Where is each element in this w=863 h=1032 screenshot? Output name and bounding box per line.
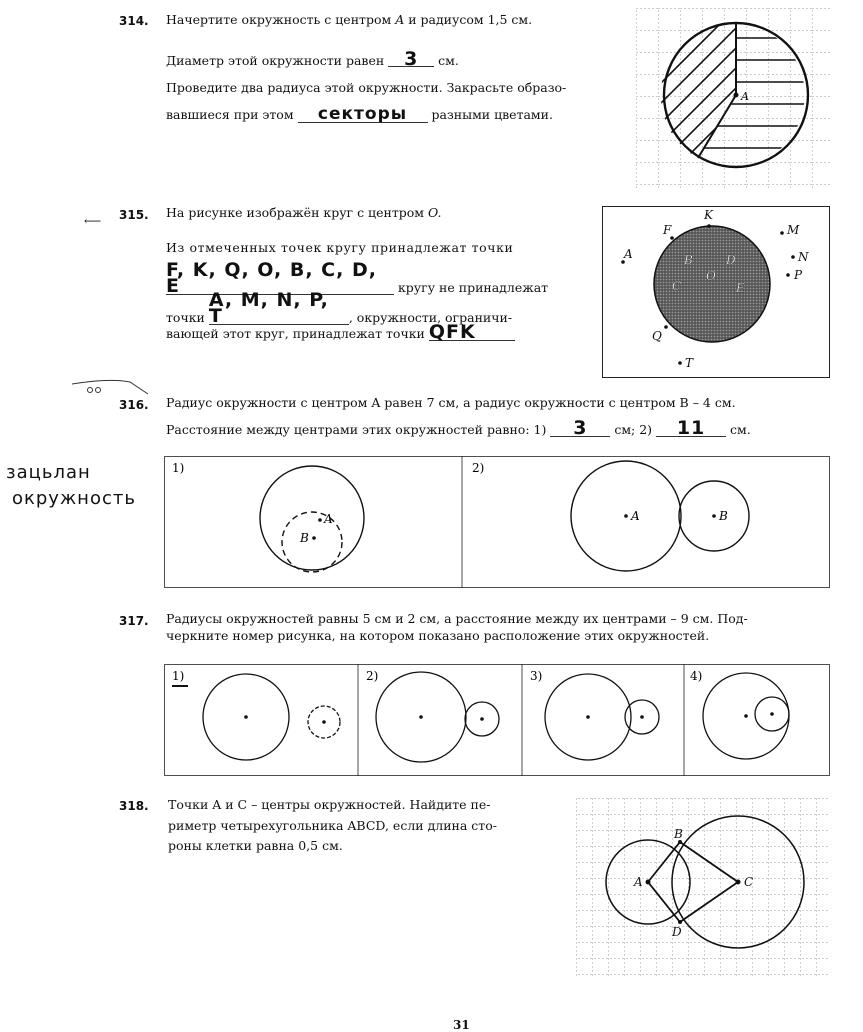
figure-315	[602, 206, 830, 378]
point-C: C	[672, 279, 682, 293]
problem-316-number: 316.	[119, 398, 149, 412]
problem-318-line3: роны клетки равна 0,5 см.	[168, 838, 343, 853]
problem-318-line1: Точки A и C – центры окружностей. Найдите пе-	[168, 797, 491, 812]
point-P: P	[794, 268, 803, 282]
margin-scribble	[70, 376, 160, 398]
problem-315-line3: точки A, M, N, P, T , окружности, ограничи-	[166, 289, 513, 327]
problem-316-line2: Расстояние между центрами этих окружностей равно: 1) 3 см; 2) 11 см.	[166, 417, 751, 439]
answer-inside-points: F, K, Q, O, B, C, D, E	[166, 262, 394, 295]
fig-317-label-3: 3)	[530, 669, 543, 683]
problem-316-line1: Радиус окружности с центром A равен 7 см, а радиус окружности с центром B – 4 см.	[166, 395, 736, 410]
point-E: E	[736, 281, 745, 295]
point-A: A	[624, 247, 633, 261]
point-C-318: C	[744, 875, 754, 889]
fig-317-label-1: 1)	[172, 669, 185, 683]
figure-316	[164, 456, 830, 588]
problem-314-line2: Проведите два радиуса этой окружности. Закрасьте образо-	[166, 80, 567, 95]
fig-316-2-A: A	[631, 509, 640, 523]
point-Q: Q	[652, 329, 662, 343]
point-N: N	[798, 250, 809, 264]
problem-318-number: 318.	[119, 799, 149, 813]
problem-315-line1: Из отмеченных точек кругу принадлежат точки	[166, 240, 514, 255]
point-F: F	[663, 223, 672, 237]
answer-outside-points: A, M, N, P, T	[209, 292, 349, 325]
point-O: O	[706, 269, 716, 283]
problem-317-line1: Радиусы окружностей равны 5 см и 2 см, а расстояние между их центрами – 9 см. Под-	[166, 611, 748, 626]
point-M: M	[787, 223, 800, 237]
answer-316-2: 11	[656, 420, 726, 437]
problem-318-line2: риметр четырехугольника ABCD, если длина сто-	[168, 818, 497, 833]
answer-316-1: 3	[550, 420, 610, 437]
problem-314-text: Начертите окружность с центром A и радиусом 1,5 см.	[166, 12, 533, 27]
point-B: B	[684, 253, 693, 267]
problem-315-text: На рисунке изображён круг с центром O.	[166, 205, 442, 220]
problem-317-number: 317.	[119, 614, 149, 628]
margin-note-2: окружность	[12, 488, 136, 509]
diameter-answer: 3	[388, 52, 434, 67]
page-number: 31	[453, 1018, 470, 1032]
fig-316-2-B: B	[719, 509, 728, 523]
problem-315-line2: F, K, Q, O, B, C, D, E кругу не принадлежат	[166, 259, 549, 297]
fig-316-label-1: 1)	[172, 461, 185, 475]
point-T: T	[685, 356, 694, 370]
point-A-318: A	[634, 875, 643, 889]
sectors-answer: секторы	[298, 106, 428, 123]
point-A-label: A	[741, 90, 749, 103]
fig-317-label-4: 4)	[690, 669, 703, 683]
problem-317-line2: черкните номер рисунка, на котором показано расположение этих окружностей.	[166, 628, 710, 643]
fig-316-1-B: B	[300, 531, 309, 545]
figure-318	[576, 798, 830, 978]
fig-316-1-A: A	[324, 512, 333, 526]
margin-note-1: зацьлан	[6, 462, 91, 483]
fig-317-label-2: 2)	[366, 669, 379, 683]
problem-314-line3: вавшиеся при этом секторы разными цветами.	[166, 104, 553, 124]
figure-317	[164, 664, 830, 776]
point-B-318: B	[674, 827, 683, 841]
diameter-line: Диаметр этой окружности равен 3 см.	[166, 48, 459, 70]
figure-314	[636, 8, 832, 188]
point-D: D	[726, 253, 736, 267]
arrow-marker: ⟵	[84, 214, 102, 228]
point-K: K	[704, 208, 713, 222]
fig-316-label-2: 2)	[472, 461, 485, 475]
point-D-318: D	[672, 925, 682, 939]
problem-315-number: 315.	[119, 208, 149, 222]
answer-boundary-points: QFK	[429, 324, 515, 341]
problem-314-number: 314.	[119, 14, 149, 28]
problem-315-line4: вающей этот круг, принадлежат точки QFK	[166, 324, 586, 342]
